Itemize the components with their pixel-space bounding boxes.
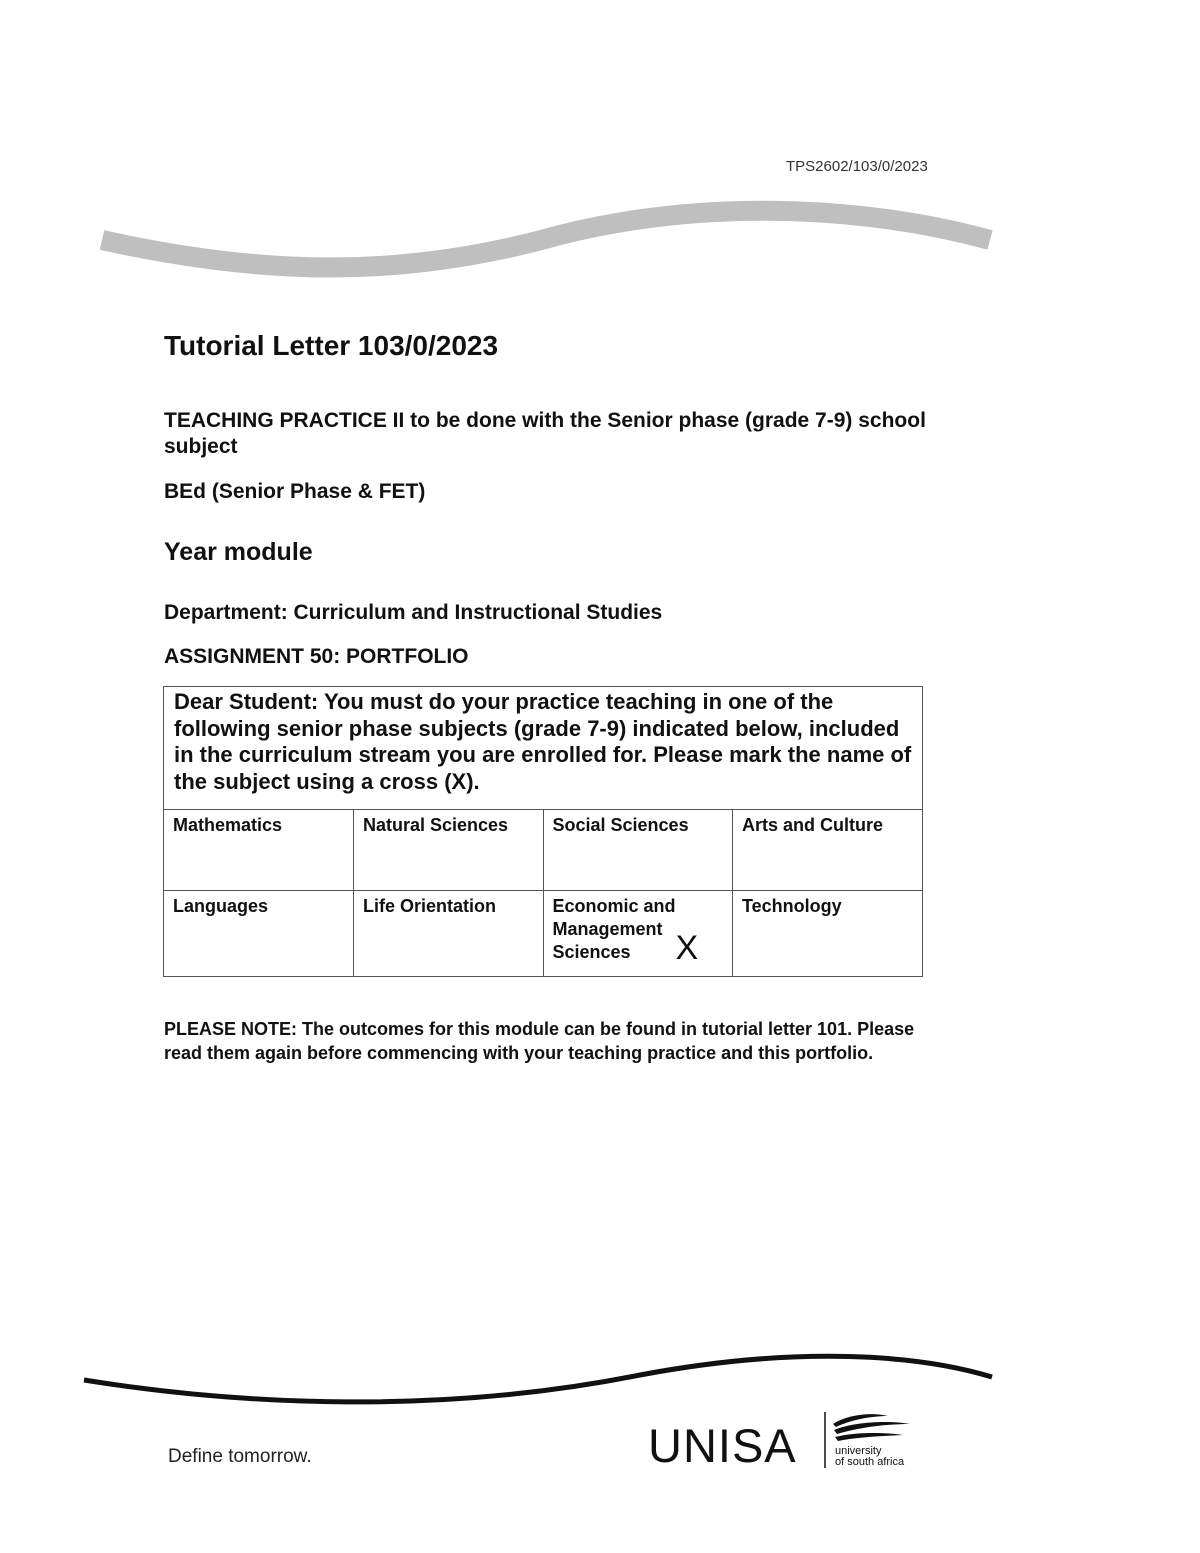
- logo-subtext-sa: of south africa: [835, 1456, 905, 1468]
- subject-selection-box: [163, 686, 923, 977]
- subject-cell[interactable]: Arts and Culture: [733, 810, 923, 891]
- subject-cell[interactable]: Life Orientation: [354, 891, 544, 977]
- page-title: Tutorial Letter 103/0/2023: [164, 330, 499, 361]
- module-type: Year module: [164, 538, 313, 566]
- module-subtitle: TEACHING PRACTICE II to be done with the Senior phase (grade 7-9) school subject: [164, 409, 926, 458]
- logo-wordmark: UNISA: [648, 1419, 797, 1472]
- department-label: Department: Curriculum and Instructional Studies: [164, 601, 663, 624]
- selection-cross-mark: X: [675, 929, 699, 967]
- subject-cell[interactable]: Languages: [164, 891, 354, 977]
- instructions-text: Dear Student: You must do your practice teaching in one of the following senior phase subjects (grade 7-9) indicated below, included in the curriculum stream you are enrolled for. Please mark the name of the subject using a cross (X).: [164, 687, 922, 810]
- subject-table: [164, 810, 922, 976]
- subject-cell[interactable]: Technology: [742, 896, 842, 916]
- subject-label: Economic and Management Sciences: [552, 896, 676, 962]
- unisa-logo: [648, 1410, 918, 1480]
- logo-subtext-university: university: [835, 1445, 882, 1457]
- subject-cell[interactable]: Mathematics: [164, 810, 354, 891]
- table-row: [164, 891, 922, 977]
- degree-label: BEd (Senior Phase & FET): [164, 480, 426, 503]
- document-code: TPS2602/103/0/2023: [786, 158, 928, 175]
- top-wave-band: [102, 211, 990, 268]
- subject-cell[interactable]: Natural Sciences: [354, 810, 544, 891]
- subject-cell[interactable]: Social Sciences: [543, 810, 733, 891]
- logo-bird-icon: [833, 1414, 910, 1441]
- bottom-wave-line: [84, 1356, 992, 1402]
- please-note-text: PLEASE NOTE: The outcomes for this module can be found in tutorial letter 101. Please read them again before commencing with your teaching practice and this portfolio.: [164, 1019, 915, 1063]
- table-row: [164, 810, 922, 891]
- footer-tagline: Define tomorrow.: [168, 1446, 312, 1467]
- assignment-label: ASSIGNMENT 50: PORTFOLIO: [164, 645, 469, 668]
- subject-cell-selected[interactable]: [543, 891, 733, 977]
